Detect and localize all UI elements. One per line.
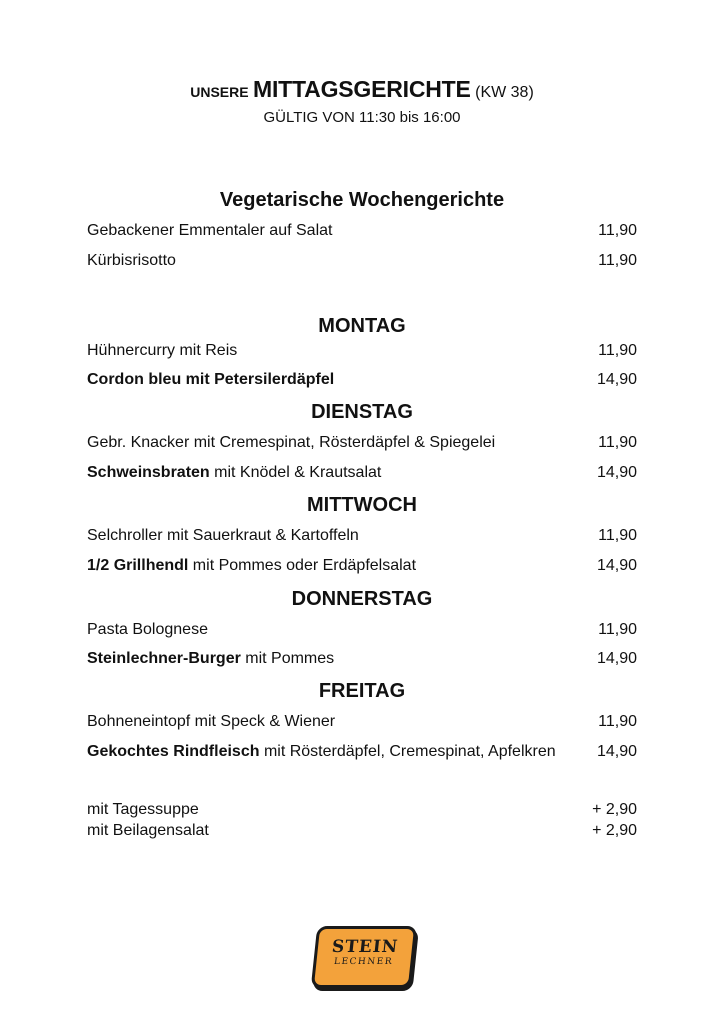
dish-name: Hühnercurry mit Reis bbox=[87, 342, 238, 359]
dish-name: Gebackener Emmentaler auf Salat bbox=[87, 222, 333, 239]
menu-item bbox=[87, 525, 637, 547]
menu-item bbox=[87, 432, 637, 454]
menu-item bbox=[87, 619, 637, 641]
title-main: MITTAGSGERICHTE bbox=[253, 76, 471, 102]
dish-name: Schweinsbraten mit Knödel & Krautsalat bbox=[87, 464, 382, 481]
extra-name: mit Tagessuppe bbox=[87, 801, 199, 818]
dish-price: 14,90 bbox=[596, 464, 637, 481]
menu-item bbox=[87, 462, 637, 484]
day-title-mittwoch: MITTWOCH bbox=[307, 494, 417, 516]
dish-price: 11,90 bbox=[598, 434, 637, 451]
dish-price: 11,90 bbox=[598, 252, 637, 269]
title-prefix: UNSERE bbox=[190, 84, 249, 100]
dish-name: Pasta Bolognese bbox=[87, 621, 208, 638]
dish-price: 14,90 bbox=[596, 743, 637, 760]
title-week: (KW 38) bbox=[475, 84, 534, 101]
extra-item bbox=[87, 821, 637, 841]
day-title-dienstag: DIENSTAG bbox=[311, 401, 413, 423]
dish-name: Gekochtes Rindfleisch mit Rösterdäpfel, Cremespinat, Apfelkren bbox=[87, 743, 556, 760]
steinlechner-logo bbox=[311, 926, 418, 988]
dish-name: Cordon bleu mit Petersilerdäpfel bbox=[87, 371, 335, 388]
menu-title bbox=[0, 72, 724, 110]
dish-price: 14,90 bbox=[596, 650, 637, 667]
dish-price: 14,90 bbox=[596, 371, 637, 388]
menu-item bbox=[87, 250, 637, 272]
menu-item bbox=[87, 369, 637, 391]
validity-text: GÜLTIG VON 11:30 bis 16:00 bbox=[263, 109, 461, 126]
extra-price: + 2,90 bbox=[592, 801, 637, 818]
dish-name: Gebr. Knacker mit Cremespinat, Rösterdäpfel & Spiegelei bbox=[87, 434, 496, 451]
day-title-montag: MONTAG bbox=[318, 315, 406, 337]
dish-price: 11,90 bbox=[598, 342, 637, 359]
logo-text-bottom: LECHNER bbox=[333, 957, 394, 967]
menu-item bbox=[87, 648, 637, 670]
extra-name: mit Beilagensalat bbox=[87, 822, 209, 839]
menu-item bbox=[87, 711, 637, 733]
day-title-donnerstag: DONNERSTAG bbox=[291, 588, 433, 610]
dish-name: Selchroller mit Sauerkraut & Kartoffeln bbox=[87, 527, 359, 544]
logo-text-top: STEIN bbox=[330, 937, 400, 957]
dish-price: 11,90 bbox=[598, 621, 637, 638]
extra-item bbox=[87, 800, 637, 820]
dish-price: 11,90 bbox=[598, 713, 637, 730]
menu-item bbox=[87, 340, 637, 362]
extra-price: + 2,90 bbox=[592, 822, 637, 839]
section-title-vegetarian: Vegetarische Wochengerichte bbox=[219, 189, 505, 211]
dish-name: Steinlechner-Burger mit Pommes bbox=[87, 650, 335, 667]
dish-name: 1/2 Grillhendl mit Pommes oder Erdäpfelsalat bbox=[87, 557, 417, 574]
menu-item bbox=[87, 555, 637, 577]
dish-price: 14,90 bbox=[596, 557, 637, 574]
dish-name: Kürbisrisotto bbox=[87, 252, 176, 269]
dish-price: 11,90 bbox=[598, 527, 637, 544]
menu-item bbox=[87, 741, 637, 763]
day-title-freitag: FREITAG bbox=[318, 680, 406, 702]
menu-item bbox=[87, 220, 637, 242]
dish-name: Bohneneintopf mit Speck & Wiener bbox=[87, 713, 336, 730]
dish-price: 11,90 bbox=[598, 222, 637, 239]
